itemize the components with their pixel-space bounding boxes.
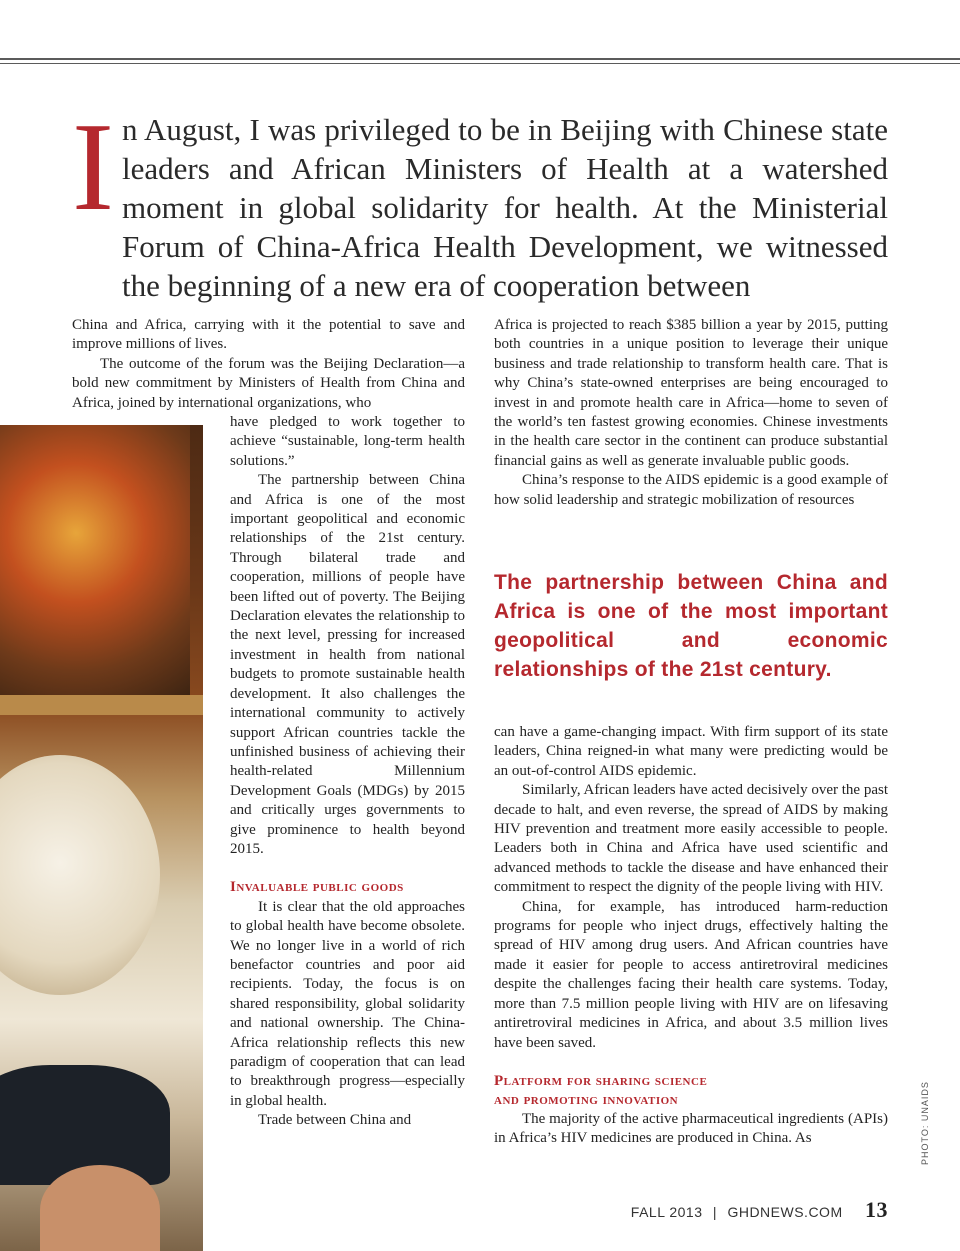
website-label: GHDNEWS.COM — [727, 1204, 843, 1220]
body-paragraph: China, for example, has introduced harm-reduction programs for people who inject drugs, effectively halting the spread of HIV among drug users. And African countries have made it easier for people to access antiretroviral medicines despite the challenges facing their health care systems. Today, more than 7.5 million people living with HIV are on lifesaving antiretroviral medicines in Africa, and about 3.5 million lives have been saved. — [494, 898, 888, 1051]
drop-cap: I — [72, 98, 114, 237]
column-1-narrow — [230, 413, 465, 1131]
footer-separator: | — [712, 1204, 718, 1220]
photo-credit: PHOTO: UNAIDS — [920, 1081, 930, 1165]
column-1-top — [72, 316, 465, 413]
issue-label: FALL 2013 — [630, 1204, 703, 1220]
body-paragraph: The majority of the active pharmaceutical ingredients (APIs) in Africa’s HIV medicines are produced in China. As — [494, 1110, 888, 1147]
lead-text: n August, I was privileged to be in Beijing with Chinese state leaders and African Ministers of Health at a watershed moment in global solidarity for health. At the Ministerial Forum of China-Africa Health Development, we witnessed the beginning of a new era of cooperation between — [122, 112, 888, 303]
column-2-bottom — [494, 723, 888, 1149]
person-detail — [40, 1165, 160, 1251]
chair-in-photo — [0, 755, 160, 995]
column-2-top — [494, 316, 888, 510]
section-subhead: Invaluable public goods — [230, 879, 404, 896]
header-rule-top — [0, 58, 960, 60]
body-paragraph: Similarly, African leaders have acted decisively over the past decade to halt, and even reverse, the spread of AIDS by making HIV prevention and treatment more easily accessible to people. Leaders both in China and Africa have used scientific and advanced methods to tackle the disease and have enhanced their commitment to respect the dignity of the people living with HIV. — [494, 782, 888, 896]
header-rule-bottom — [0, 63, 960, 64]
page-footer — [631, 1197, 888, 1223]
body-paragraph: can have a game-changing impact. With firm support of its state leaders, China reigned-in what many were predicting would be an out-of-control AIDS epidemic. — [494, 724, 888, 779]
body-paragraph: have pledged to work together to achieve “sustainable, long-term health solutions.” — [230, 414, 465, 469]
body-paragraph: Africa is projected to reach $385 billion a year by 2015, putting both countries in a unique position to leverage their unique business and trade relationship to transform health care. That is why China’s state-owned enterprises are being encouraged to invest in and promote health care in Africa—home to seven of the world’s ten fastest growing economies. Chinese investments in the health care sector in the continent can produce substantial financial gains as well as generate invaluable public goods. — [494, 317, 888, 469]
body-paragraph: The partnership between China and Africa is one of the most important geopolitical and economic relationships of the 21st century. Through bilateral trade and cooperation, millions of people have been lifted out of poverty. The Beijing Declaration elevates the relationship to the next level, pressing for increased investment in health from national budgets to promote sustainable health development. It also challenges the international community to actively support African countries tackle the unfinished business of achieving their health-related Millennium Development Goals (MDGs) by 2015 and critically urges governments to give prominence to health beyond 2015. — [230, 472, 465, 857]
body-paragraph: It is clear that the old approaches to global health have become obsolete. We no longer live in a world of rich benefactor countries and poor aid recipients. Today, the focus is on shared responsibility, global solidarity and national ownership. The China-Africa relationship reflects this new paradigm of cooperation that can lead to breakthrough progress—especially in global health. — [230, 898, 465, 1109]
article-photo — [0, 425, 203, 1251]
body-paragraph: China and Africa, carrying with it the potential to save and improve millions of lives. — [72, 317, 465, 353]
page-number: 13 — [865, 1197, 888, 1222]
section-subhead: and promoting innovation — [494, 1091, 679, 1108]
body-paragraph: China’s response to the AIDS epidemic is a good example of how solid leadership and strategic mobilization of resources — [494, 472, 888, 508]
painting-frame — [0, 695, 203, 715]
lead-paragraph — [72, 98, 888, 305]
painting-in-photo — [0, 425, 190, 695]
body-paragraph: Trade between China and — [258, 1112, 412, 1129]
body-paragraph: The outcome of the forum was the Beijing Declaration—a bold new commitment by Ministers of Health from China and Africa, joined by international organizations, who — [72, 355, 465, 411]
section-subhead: Platform for sharing science — [494, 1072, 708, 1089]
pull-quote: The partnership between China and Africa is one of the most important geopolitical and economic relationships of the 21st century. — [494, 571, 888, 681]
